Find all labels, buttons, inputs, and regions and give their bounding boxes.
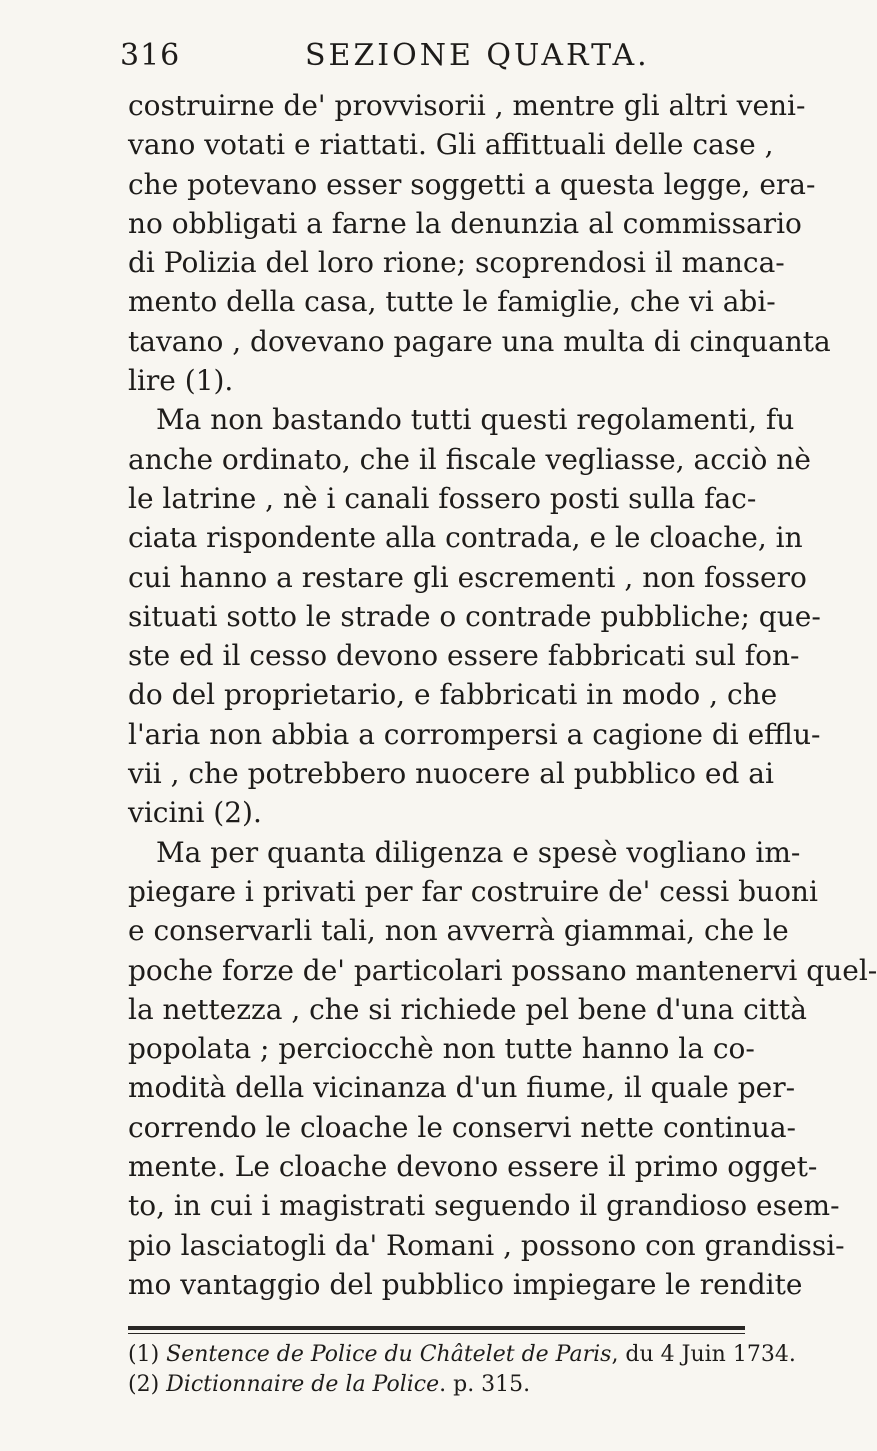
text-line: lire (1). bbox=[128, 364, 234, 398]
text-line: di Polizia del loro rione; scoprendosi il manca- bbox=[128, 246, 785, 280]
footnote-marker: (2) bbox=[128, 1372, 160, 1397]
footnote-detail: . p. 315. bbox=[439, 1372, 531, 1397]
text-line: tavano , dovevano pagare una multa di cinquanta bbox=[128, 324, 831, 358]
text-line: Ma non bastando tutti questi regolamenti, fu bbox=[156, 403, 795, 437]
text-line: ciata rispondente alla contrada, e le cloache, in bbox=[128, 521, 803, 555]
text-line: cui hanno a restare gli escrementi , non fossero bbox=[128, 560, 807, 594]
text-line: to, in cui i magistrati seguendo il grandioso esem- bbox=[128, 1189, 840, 1223]
footnote-marker: (1) bbox=[128, 1342, 160, 1367]
running-head: SEZIONE QUARTA. bbox=[305, 38, 650, 73]
body-text bbox=[128, 86, 877, 1304]
text-line: do del proprietario, e fabbricati in modo , che bbox=[128, 678, 778, 712]
footnote-source: Dictionnaire de la Police bbox=[166, 1372, 440, 1397]
text-line: piegare i privati per far costruire de' cessi buoni bbox=[128, 874, 818, 908]
footnote bbox=[128, 1340, 796, 1370]
text-line: pio lasciatogli da' Romani , possono con grandissi- bbox=[128, 1228, 845, 1262]
footnotes bbox=[128, 1340, 796, 1400]
text-line: modità della vicinanza d'un fiume, il quale per- bbox=[128, 1071, 796, 1105]
footnote-source: Sentence de Police du Châtelet de Paris bbox=[166, 1342, 612, 1367]
text-line: vicini (2). bbox=[128, 796, 262, 830]
text-line: vii , che potrebbero nuocere al pubblico ed ai bbox=[128, 757, 774, 791]
text-line: la nettezza , che si richiede pel bene d'una città bbox=[128, 992, 807, 1026]
footnote-rule bbox=[128, 1326, 745, 1330]
text-line: mente. Le cloache devono essere il primo ogget- bbox=[128, 1150, 818, 1184]
footnote-detail: , du 4 Juin 1734. bbox=[611, 1342, 796, 1367]
text-line: che potevano esser soggetti a questa legge, era- bbox=[128, 167, 816, 201]
text-line: anche ordinato, che il fiscale vegliasse, acciò nè bbox=[128, 442, 811, 476]
text-line: l'aria non abbia a corrompersi a cagione di efflu- bbox=[128, 717, 821, 751]
text-line: situati sotto le strade o contrade pubbliche; que- bbox=[128, 599, 821, 633]
text-line: e conservarli tali, non avverrà giammai, che le bbox=[128, 914, 789, 948]
text-line: Ma per quanta diligenza e spesè vogliano im- bbox=[156, 835, 801, 869]
text-line: mo vantaggio del pubblico impiegare le rendite bbox=[128, 1267, 803, 1301]
page-header bbox=[120, 38, 740, 78]
text-line: vano votati e riattati. Gli affittuali delle case , bbox=[128, 128, 774, 162]
text-line: ste ed il cesso devono essere fabbricati sul fon- bbox=[128, 639, 800, 673]
text-line: poche forze de' particolari possano mantenervi quel- bbox=[128, 953, 877, 987]
text-line: popolata ; perciocchè non tutte hanno la co- bbox=[128, 1032, 755, 1066]
footnote bbox=[128, 1370, 748, 1400]
text-line: mento della casa, tutte le famiglie, che vi abi- bbox=[128, 285, 776, 319]
text-line: le latrine , nè i canali fossero posti sulla fac- bbox=[128, 481, 757, 515]
text-line: correndo le cloache le conservi nette continua- bbox=[128, 1110, 796, 1144]
text-line: no obbligati a farne la denunzia al commissario bbox=[128, 206, 802, 240]
page-number: 316 bbox=[120, 38, 181, 73]
text-line: costruirne de' provvisorii , mentre gli altri veni- bbox=[128, 89, 806, 122]
footnote-rule-thin bbox=[128, 1333, 745, 1334]
